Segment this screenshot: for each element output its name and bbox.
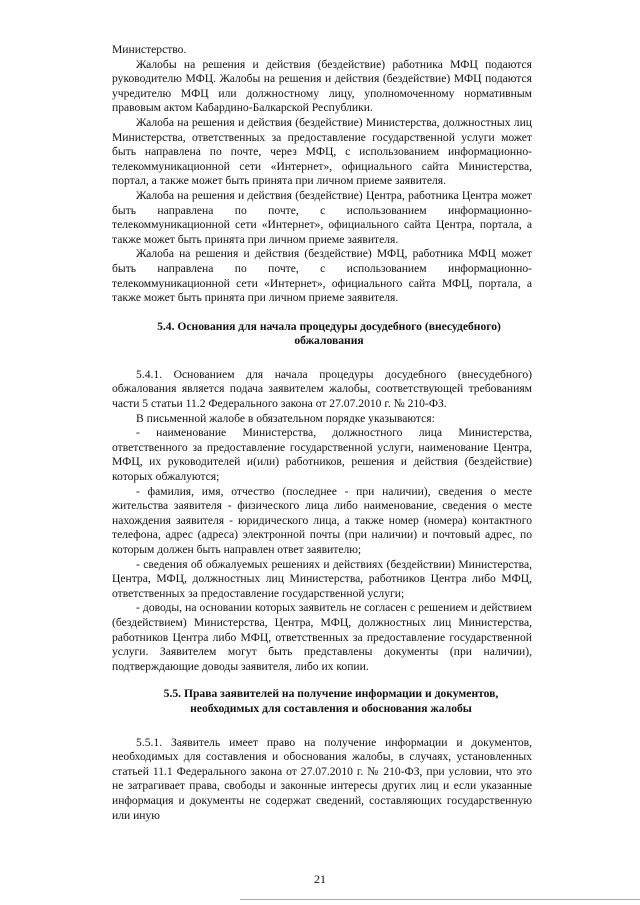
list-item-name-of-ministry: - наименование Министерства, должностного лица Министерства, ответственного за предоставление государственной услуги, наименование Центра, МФЦ, их руководителей и(или) работников, решения и действия (бездействие) которых обжалуются; [112, 426, 532, 484]
list-item-arguments: - доводы, на основании которых заявитель не согласен с решением и действием (бездействием) Министерства, Центра, МФЦ, должностных лиц Министерства, работников Центра либо МФЦ, ответственных за предоставление государственной услуги. Заявителем могут быть представлены документы (при наличии), подтверждающие доводы заявителя, либо их копии. [112, 601, 532, 673]
paragraph-complaints-mfc-worker: Жалоба на решения и действия (бездействие) МФЦ, работника МФЦ может быть направлена по почте, с использованием информационно-телекоммуникационной сети «Интернет», официального сайта МФЦ, портала, а также может быть принята при личном приеме заявителя. [112, 247, 532, 305]
page-body [112, 43, 532, 823]
page-number: 21 [314, 872, 326, 886]
list-item-appealed-decisions: - сведения об обжалуемых решениях и действиях (бездействии) Министерства, Центра, МФЦ, должностных лиц Министерства, работников Центра либо МФЦ, ответственных за предоставление государственной услуги; [112, 557, 532, 600]
paragraph-5-5-1: 5.5.1. Заявитель имеет право на получение информации и документов, необходимых для составления и обоснования жалобы, в случаях, установленных статьей 11.1 Федерального закона от 27.07.2010 г. № 210-ФЗ, при условии, что это не затрагивает права, свободы и законные интересы других лиц и если указанные информация и документы не содержат сведений, составляющих государственную или иную [112, 735, 532, 822]
paragraph-5-4-1: 5.4.1. Основанием для начала процедуры досудебного (внесудебного) обжалования является подача заявителем жалобы, соответствующей требованиям части 5 статьи 11.2 Федерального закона от 27.07.2010 г. № 210-ФЗ. [112, 367, 532, 411]
section-heading-5-5: 5.5. Права заявителей на получение информации и документов, необходимых для составления и обоснования жалобы [163, 687, 499, 715]
paragraph-complaints-center: Жалоба на решения и действия (бездействие) Центра, работника Центра может быть направлена по почте, с использованием информационно-телекоммуникационной сети «Интернет», официального сайта Центра, портала, а также может быть принята при личном приеме заявителя. [112, 188, 532, 246]
list-item-applicant-details: - фамилия, имя, отчество (последнее - при наличии), сведения о месте жительства заявителя - физического лица либо наименование, сведения о месте нахождения заявителя - юридического лица, а также номер (номера) контактного телефона, адрес (адреса) электронной почты (при наличии) и почтовый адрес, по которым должен быть направлен ответ заявителю; [112, 484, 532, 556]
section-heading-5-4: 5.4. Основания для начала процедуры досудебного (внесудебного) обжалования [157, 319, 501, 348]
paragraph-complaints-ministry: Жалоба на решения и действия (бездействие) Министерства, должностных лиц Министерства, ответственных за предоставление государственной услуги может быть направлена по почте, через МФЦ, с использованием информационно-телекоммуникационной сети «Интернет», официального сайта Министерства, портал, а также может быть принята при личном приеме заявителя. [112, 115, 532, 188]
footer-divider [240, 899, 640, 900]
paragraph-complaints-mfc: Жалобы на решения и действия (бездействие) работника МФЦ подаются руководителю МФЦ. Жалобы на решения и действия (бездействие) МФЦ подаются учредителю МФЦ или должностному лицу, уполномоченному нормативным правовым актом Кабардино-Балкарской Республики. [112, 57, 532, 115]
paragraph-continuation: Министерство. [112, 43, 187, 56]
paragraph-required-items-intro: В письменной жалобе в обязательном порядке указываются: [136, 411, 435, 425]
